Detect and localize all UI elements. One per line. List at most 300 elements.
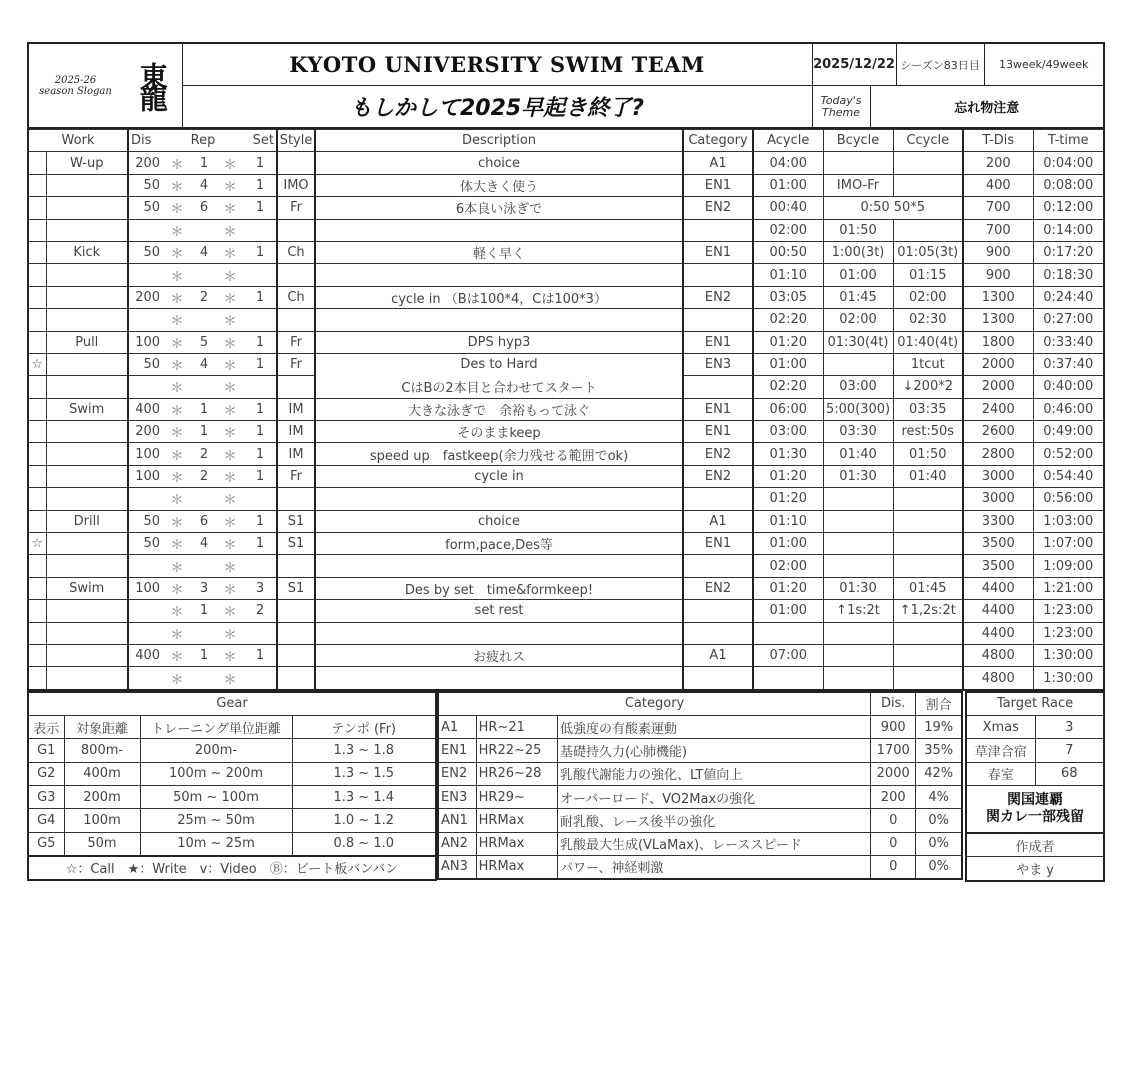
menu-row — [28, 376, 1104, 398]
target-race-title: Target Race — [966, 692, 1104, 716]
a-cycle: 01:00 — [753, 533, 823, 555]
c-cycle: 01:45 — [893, 577, 963, 599]
total-time: 0:40:00 — [1033, 376, 1104, 398]
total-time: 1:21:00 — [1033, 577, 1104, 599]
stroke-style: Ch — [277, 241, 315, 263]
race-name: Xmas — [966, 716, 1035, 739]
heart-rate: HRMax — [476, 855, 557, 879]
menu-table-body — [28, 130, 1104, 690]
c-cycle — [893, 152, 963, 174]
col-ccycle: Ccycle — [893, 130, 963, 152]
col-rep: Rep — [162, 130, 244, 152]
multiply-symbol: ＊ — [216, 644, 244, 666]
category-code: EN2 — [438, 762, 476, 785]
sets: 1 — [244, 174, 277, 196]
category-row — [438, 809, 962, 832]
multiply-symbol: ＊ — [162, 577, 192, 599]
category: EN3 — [683, 353, 753, 375]
total-distance: 4800 — [963, 644, 1033, 666]
multiply-symbol: ＊ — [162, 667, 192, 690]
col-bcycle: Bcycle — [823, 130, 893, 152]
heart-rate: HR~21 — [476, 716, 557, 739]
practice-date: 2025/12/22 — [812, 43, 896, 86]
tempo: 0.8 ~ 1.0 — [292, 832, 436, 856]
sets: 1 — [244, 644, 277, 666]
b-cycle: 5:00(300) — [823, 398, 893, 420]
description — [315, 622, 683, 644]
description: 6本良い泳ぎで — [315, 197, 683, 219]
total-time: 0:27:00 — [1033, 309, 1104, 331]
multiply-symbol: ＊ — [216, 264, 244, 286]
multiply-symbol: ＊ — [162, 376, 192, 398]
motto-line-1: 関国連覇 — [1007, 791, 1063, 808]
work-type: Swim — [46, 398, 128, 420]
a-cycle: 01:20 — [753, 465, 823, 487]
category — [683, 667, 753, 690]
distance: 50 — [128, 197, 162, 219]
distance: 50 — [128, 510, 162, 532]
distance — [128, 376, 162, 398]
call-mark: ☆ — [28, 533, 46, 555]
category-distance: 900 — [871, 716, 916, 739]
multiply-symbol: ＊ — [162, 488, 192, 510]
multiply-symbol: ＊ — [216, 421, 244, 443]
call-mark — [28, 600, 46, 622]
total-time: 0:52:00 — [1033, 443, 1104, 465]
call-mark — [28, 443, 46, 465]
category-description: 基礎持久力(心肺機能) — [557, 739, 870, 762]
target-distance: 400m — [64, 762, 140, 785]
stroke-style — [277, 152, 315, 174]
description: form,pace,Des等 — [315, 533, 683, 555]
description: 大きな泳ぎで 余裕もって泳ぐ — [315, 398, 683, 420]
c-cycle — [893, 555, 963, 577]
repetitions: 3 — [192, 577, 216, 599]
multiply-symbol: ＊ — [216, 241, 244, 263]
description — [315, 309, 683, 331]
column-header-row — [28, 130, 1104, 152]
call-mark — [28, 152, 46, 174]
category-table — [437, 691, 963, 880]
category-ratio: 0% — [916, 832, 962, 855]
work-type — [46, 219, 128, 241]
distance — [128, 488, 162, 510]
repetitions — [192, 667, 216, 690]
category-code: AN2 — [438, 832, 476, 855]
c-cycle: ↓200*2 — [893, 376, 963, 398]
c-cycle — [893, 667, 963, 690]
work-type — [46, 644, 128, 666]
distance: 200 — [128, 152, 162, 174]
b-cycle — [823, 353, 893, 375]
stroke-style: S1 — [277, 510, 315, 532]
menu-row — [28, 241, 1104, 263]
menu-row — [28, 577, 1104, 599]
total-distance: 1800 — [963, 331, 1033, 353]
gear-header: トレーニング単位距離 — [140, 716, 292, 739]
stroke-style: IM — [277, 443, 315, 465]
sets: 3 — [244, 577, 277, 599]
stroke-style: IM — [277, 398, 315, 420]
menu-table — [27, 129, 1105, 691]
team-name: KYOTO UNIVERSITY SWIM TEAM — [182, 43, 812, 86]
menu-row — [28, 510, 1104, 532]
work-type — [46, 600, 128, 622]
total-distance: 2600 — [963, 421, 1033, 443]
work-type — [46, 555, 128, 577]
repetitions: 1 — [192, 152, 216, 174]
b-cycle: 01:40 — [823, 443, 893, 465]
practice-sheet — [27, 42, 1103, 921]
multiply-symbol: ＊ — [162, 286, 192, 308]
stroke-style — [277, 644, 315, 666]
distance: 50 — [128, 353, 162, 375]
category — [683, 219, 753, 241]
call-mark — [28, 309, 46, 331]
work-type: W-up — [46, 152, 128, 174]
a-cycle: 01:00 — [753, 174, 823, 196]
col-category: Category — [683, 130, 753, 152]
multiply-symbol: ＊ — [162, 555, 192, 577]
col-set: Set — [244, 130, 277, 152]
author-label: 作成者 — [966, 833, 1104, 857]
unit-distance: 50m ~ 100m — [140, 785, 292, 808]
work-type — [46, 622, 128, 644]
category-ratio-header: 割合 — [916, 692, 962, 716]
work-type — [46, 533, 128, 555]
week-count: 13week/49week — [984, 43, 1104, 86]
category-dis-header: Dis. — [871, 692, 916, 716]
col-acycle: Acycle — [753, 130, 823, 152]
total-time: 0:14:00 — [1033, 219, 1104, 241]
category-ratio: 4% — [916, 785, 962, 808]
distance: 400 — [128, 644, 162, 666]
total-time: 1:07:00 — [1033, 533, 1104, 555]
work-type — [46, 197, 128, 219]
menu-row — [28, 600, 1104, 622]
work-type: Kick — [46, 241, 128, 263]
category-ratio: 0% — [916, 809, 962, 832]
repetitions: 1 — [192, 421, 216, 443]
category-distance: 0 — [871, 832, 916, 855]
category-distance: 200 — [871, 785, 916, 808]
c-cycle — [893, 533, 963, 555]
category-ratio: 0% — [916, 855, 962, 879]
total-time: 0:18:30 — [1033, 264, 1104, 286]
multiply-symbol: ＊ — [216, 309, 244, 331]
target-race-row — [966, 762, 1104, 785]
gear-table — [27, 691, 437, 881]
season-slogan-label — [28, 43, 122, 128]
menu-row — [28, 264, 1104, 286]
c-cycle: rest:50s — [893, 421, 963, 443]
sets — [244, 264, 277, 286]
repetitions: 1 — [192, 398, 216, 420]
menu-row — [28, 331, 1104, 353]
call-mark — [28, 197, 46, 219]
c-cycle — [893, 219, 963, 241]
work-type — [46, 376, 128, 398]
gear-row — [28, 739, 436, 762]
stroke-style — [277, 622, 315, 644]
total-distance: 1300 — [963, 286, 1033, 308]
work-type — [46, 286, 128, 308]
a-cycle: 01:20 — [753, 577, 823, 599]
category: EN1 — [683, 174, 753, 196]
season-day: シーズン83日目 — [896, 43, 984, 86]
multiply-symbol: ＊ — [162, 241, 192, 263]
stroke-style: Fr — [277, 465, 315, 487]
mark-legend: ☆：Call ★：Write v：Video Ⓑ：ビート板バンバン — [28, 856, 436, 880]
total-distance: 2000 — [963, 353, 1033, 375]
b-cycle: ↑1s:2t — [823, 600, 893, 622]
theme-label: Today's Theme — [812, 86, 870, 129]
gear-code: G5 — [28, 832, 64, 856]
work-type — [46, 465, 128, 487]
a-cycle: 01:20 — [753, 488, 823, 510]
a-cycle: 01:10 — [753, 264, 823, 286]
description: speed up fastkeep(余力残せる範囲でok) — [315, 443, 683, 465]
total-distance: 700 — [963, 197, 1033, 219]
target-race-row — [966, 716, 1104, 739]
total-time: 0:04:00 — [1033, 152, 1104, 174]
repetitions — [192, 376, 216, 398]
b-cycle: 01:00 — [823, 264, 893, 286]
col-style: Style — [277, 130, 315, 152]
team-motto — [966, 785, 1104, 833]
b-cycle — [823, 622, 893, 644]
total-time: 1:09:00 — [1033, 555, 1104, 577]
bc-cycle: 0:50 50*5 — [823, 197, 963, 219]
sets: 1 — [244, 533, 277, 555]
menu-row — [28, 533, 1104, 555]
total-time: 1:30:00 — [1033, 644, 1104, 666]
distance: 50 — [128, 174, 162, 196]
target-distance: 800m- — [64, 739, 140, 762]
description: cycle in — [315, 465, 683, 487]
sets: 1 — [244, 241, 277, 263]
menu-row — [28, 644, 1104, 666]
gear-code: G2 — [28, 762, 64, 785]
total-time: 0:54:40 — [1033, 465, 1104, 487]
c-cycle: 01:40(4t) — [893, 331, 963, 353]
stroke-style — [277, 219, 315, 241]
category: EN2 — [683, 577, 753, 599]
stroke-style — [277, 309, 315, 331]
work-type — [46, 264, 128, 286]
description: set rest — [315, 600, 683, 622]
b-cycle: 01:45 — [823, 286, 893, 308]
menu-row — [28, 353, 1104, 375]
category-row — [438, 716, 962, 739]
distance: 100 — [128, 443, 162, 465]
multiply-symbol: ＊ — [162, 174, 192, 196]
total-time: 0:24:40 — [1033, 286, 1104, 308]
target-race-row — [966, 739, 1104, 762]
multiply-symbol: ＊ — [216, 443, 244, 465]
total-distance: 3300 — [963, 510, 1033, 532]
category: EN1 — [683, 533, 753, 555]
sets: 1 — [244, 353, 277, 375]
b-cycle: 03:00 — [823, 376, 893, 398]
category-code: A1 — [438, 716, 476, 739]
total-distance: 700 — [963, 219, 1033, 241]
c-cycle: 1tcut — [893, 353, 963, 375]
category-body — [438, 716, 962, 880]
total-distance: 3000 — [963, 465, 1033, 487]
repetitions — [192, 219, 216, 241]
sets — [244, 622, 277, 644]
distance: 100 — [128, 331, 162, 353]
category-title: Category — [438, 692, 871, 716]
gear-code: G4 — [28, 809, 64, 832]
total-time: 1:23:00 — [1033, 622, 1104, 644]
b-cycle: 01:30 — [823, 577, 893, 599]
menu-row — [28, 443, 1104, 465]
call-mark — [28, 264, 46, 286]
work-type — [46, 309, 128, 331]
stroke-style: IM — [277, 421, 315, 443]
category — [683, 488, 753, 510]
category: A1 — [683, 152, 753, 174]
description: 軽く早く — [315, 241, 683, 263]
category — [683, 309, 753, 331]
category-code: EN1 — [438, 739, 476, 762]
days-until-race: 7 — [1035, 739, 1104, 762]
work-type — [46, 174, 128, 196]
call-mark — [28, 667, 46, 690]
category-code: AN1 — [438, 809, 476, 832]
a-cycle: 02:20 — [753, 309, 823, 331]
stroke-style — [277, 667, 315, 690]
b-cycle: 01:30(4t) — [823, 331, 893, 353]
b-cycle: IMO-Fr — [823, 174, 893, 196]
menu-row — [28, 309, 1104, 331]
menu-row — [28, 488, 1104, 510]
c-cycle: 01:50 — [893, 443, 963, 465]
menu-row — [28, 398, 1104, 420]
multiply-symbol: ＊ — [216, 331, 244, 353]
total-distance: 3500 — [963, 533, 1033, 555]
call-mark — [28, 644, 46, 666]
category: EN1 — [683, 398, 753, 420]
category — [683, 376, 753, 398]
distance: 50 — [128, 533, 162, 555]
c-cycle: ↑1,2s:2t — [893, 600, 963, 622]
call-mark — [28, 219, 46, 241]
stroke-style: Ch — [277, 286, 315, 308]
distance — [128, 219, 162, 241]
repetitions: 1 — [192, 644, 216, 666]
sets: 1 — [244, 286, 277, 308]
sets: 1 — [244, 197, 277, 219]
tempo: 1.3 ~ 1.5 — [292, 762, 436, 785]
reference-section — [27, 691, 1103, 921]
call-mark — [28, 331, 46, 353]
heart-rate: HRMax — [476, 809, 557, 832]
stroke-style — [277, 376, 315, 398]
total-time: 0:37:40 — [1033, 353, 1104, 375]
repetitions: 5 — [192, 331, 216, 353]
author-name: やま y — [966, 857, 1104, 881]
total-time: 0:08:00 — [1033, 174, 1104, 196]
multiply-symbol: ＊ — [216, 533, 244, 555]
multiply-symbol: ＊ — [216, 555, 244, 577]
c-cycle: 02:30 — [893, 309, 963, 331]
description: 体大きく使う — [315, 174, 683, 196]
heart-rate: HR22~25 — [476, 739, 557, 762]
total-time: 0:12:00 — [1033, 197, 1104, 219]
multiply-symbol: ＊ — [162, 219, 192, 241]
total-time: 0:49:00 — [1033, 421, 1104, 443]
sets: 1 — [244, 398, 277, 420]
repetitions: 4 — [192, 174, 216, 196]
repetitions: 4 — [192, 533, 216, 555]
description — [315, 219, 683, 241]
sets: 2 — [244, 600, 277, 622]
category-code: EN3 — [438, 785, 476, 808]
c-cycle: 03:35 — [893, 398, 963, 420]
multiply-symbol: ＊ — [162, 152, 192, 174]
c-cycle — [893, 510, 963, 532]
call-mark — [28, 488, 46, 510]
heart-rate: HRMax — [476, 832, 557, 855]
call-mark — [28, 465, 46, 487]
a-cycle: 02:00 — [753, 219, 823, 241]
total-distance: 400 — [963, 174, 1033, 196]
sets: 1 — [244, 331, 277, 353]
a-cycle: 01:00 — [753, 353, 823, 375]
stroke-style: IMO — [277, 174, 315, 196]
menu-row — [28, 465, 1104, 487]
multiply-symbol: ＊ — [216, 398, 244, 420]
menu-row — [28, 555, 1104, 577]
category: EN2 — [683, 443, 753, 465]
call-mark — [28, 376, 46, 398]
total-distance: 4400 — [963, 622, 1033, 644]
repetitions: 4 — [192, 241, 216, 263]
multiply-symbol: ＊ — [162, 353, 192, 375]
multiply-symbol: ＊ — [162, 398, 192, 420]
b-cycle: 02:00 — [823, 309, 893, 331]
b-cycle — [823, 644, 893, 666]
menu-row — [28, 174, 1104, 196]
category-row — [438, 739, 962, 762]
category-distance: 2000 — [871, 762, 916, 785]
work-type — [46, 488, 128, 510]
sets — [244, 219, 277, 241]
slogan-caption: season Slogan — [39, 85, 112, 97]
call-mark: ☆ — [28, 353, 46, 375]
season-slogan: もしかして2025早起き終了? — [182, 86, 812, 129]
distance: 200 — [128, 286, 162, 308]
race-name: 春室 — [966, 762, 1035, 785]
category: EN2 — [683, 197, 753, 219]
category-description: 低強度の有酸素運動 — [557, 716, 870, 739]
description: Des to Hard — [315, 353, 683, 375]
multiply-symbol: ＊ — [216, 622, 244, 644]
heart-rate: HR29~ — [476, 785, 557, 808]
distance — [128, 667, 162, 690]
call-mark — [28, 622, 46, 644]
stroke-style: S1 — [277, 533, 315, 555]
multiply-symbol: ＊ — [162, 309, 192, 331]
total-time: 0:46:00 — [1033, 398, 1104, 420]
a-cycle: 01:20 — [753, 331, 823, 353]
gear-title: Gear — [28, 692, 436, 716]
tempo: 1.3 ~ 1.4 — [292, 785, 436, 808]
distance: 100 — [128, 465, 162, 487]
